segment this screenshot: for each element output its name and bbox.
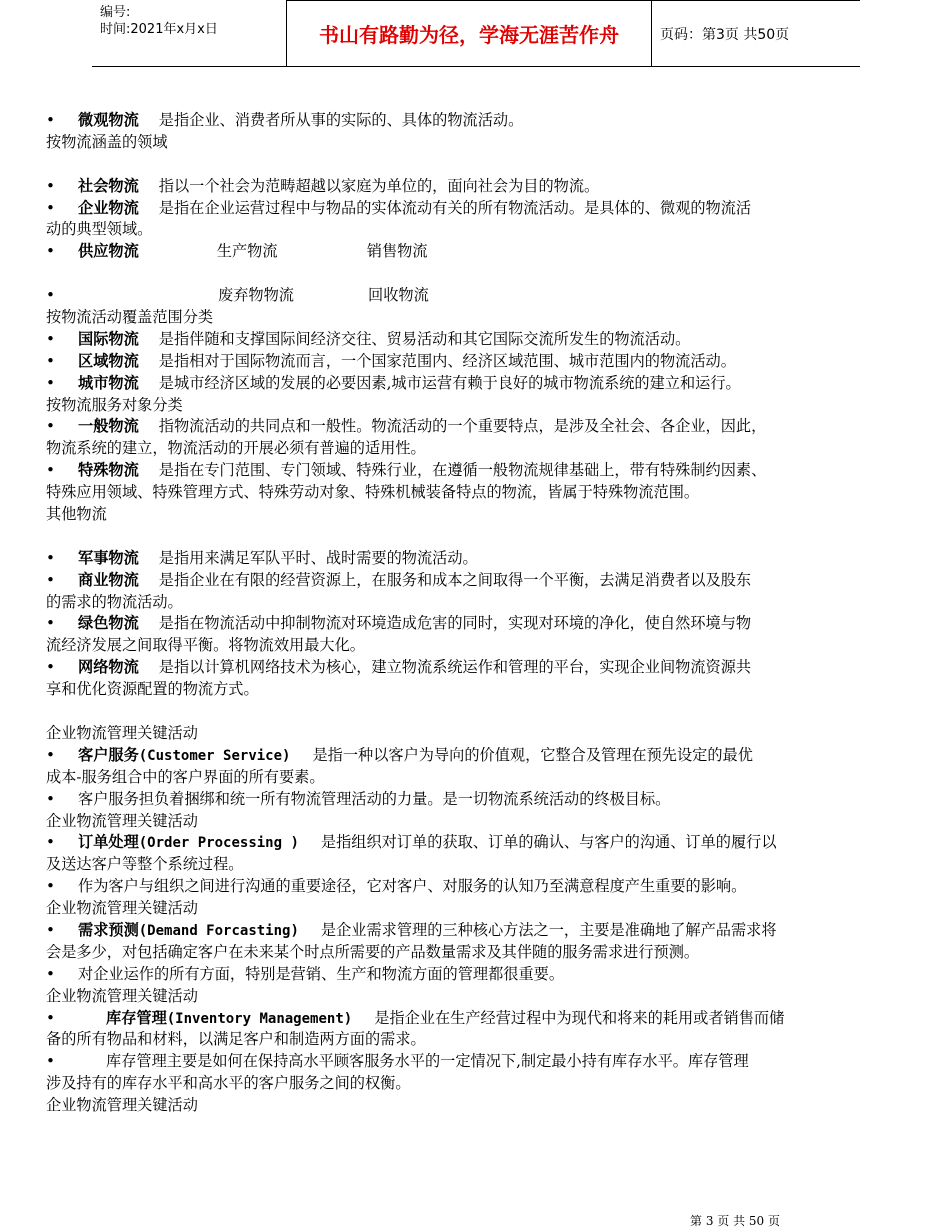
- term-label: 国际物流: [78, 329, 139, 348]
- paragraph-line: [46, 1073, 906, 1095]
- term-english: (Order Processing ): [138, 835, 299, 852]
- bullet-item: [46, 1051, 906, 1073]
- bullet-icon: •: [46, 198, 55, 217]
- line-text: 按物流活动覆盖范围分类: [46, 308, 214, 327]
- paragraph-line: [46, 438, 906, 460]
- line-text: 及送达客户等整个系统过程。: [46, 855, 244, 874]
- paragraph-line: [46, 1029, 906, 1051]
- header-motto: 书山有路勤为径，学海无涯苦作舟: [286, 0, 652, 66]
- term-label: 商业物流: [78, 570, 139, 589]
- paragraph-line: [46, 723, 906, 745]
- bullet-item: [46, 832, 906, 854]
- definition-text: 是指在企业运营过程中与物品的实体流动有关的所有物流活动。是具体的、微观的物流活: [158, 198, 752, 217]
- header-meta: [92, 0, 286, 66]
- column-item: 回收物流: [368, 286, 429, 305]
- line-text: 动的典型领域。: [46, 220, 153, 239]
- line-text: 企业物流管理关键活动: [46, 899, 198, 918]
- paragraph-line: [46, 635, 906, 657]
- term-label: 区域物流: [78, 351, 139, 370]
- blank-line: [46, 263, 906, 285]
- column-item: 销售物流: [366, 242, 428, 261]
- term-label: 网络物流: [78, 658, 139, 677]
- term-label: 绿色物流: [78, 614, 139, 633]
- line-text: 客户服务担负着捆绑和统一所有物流管理活动的力量。是一切物流系统活动的终极目标。: [78, 789, 671, 808]
- bullet-item: [46, 789, 906, 811]
- bullet-item: [46, 570, 906, 592]
- paragraph-line: [46, 504, 906, 526]
- term-label: 企业物流: [78, 198, 139, 217]
- bullet-icon: •: [46, 920, 55, 939]
- bullet-item: [46, 657, 906, 679]
- document-body: [46, 110, 906, 1117]
- line-text: 特殊应用领域、特殊管理方式、特殊劳动对象、特殊机械装备特点的物流，皆属于特殊物流范围。: [46, 483, 700, 502]
- line-text: 享和优化资源配置的物流方式。: [46, 680, 259, 699]
- bullet-icon: •: [46, 877, 55, 896]
- bullet-icon: •: [46, 745, 55, 764]
- term-label: 微观物流: [78, 111, 139, 129]
- bullet-item: [46, 876, 906, 898]
- line-text: 企业物流管理关键活动: [46, 1096, 198, 1115]
- bullet-item: [46, 548, 906, 570]
- paragraph-line: [46, 942, 906, 964]
- definition-text: 是城市经济区域的发展的必要因素,城市运营有赖于良好的城市物流系统的建立和运行。: [158, 373, 741, 392]
- bullet-icon: •: [46, 964, 55, 983]
- bullet-item: [46, 329, 906, 351]
- number-label: 编号:: [100, 5, 131, 20]
- definition-text: 是指企业在有限的经营资源上，在服务和成本之间取得一个平衡，去满足消费者以及股东: [158, 570, 752, 589]
- bullet-icon: •: [46, 1052, 55, 1071]
- line-text: 企业物流管理关键活动: [46, 986, 198, 1005]
- term-label: 城市物流: [78, 373, 139, 392]
- paragraph-line: [46, 592, 906, 614]
- column-item: 生产物流: [216, 242, 278, 261]
- bullet-item: [46, 964, 906, 986]
- term-label: 供应物流: [78, 242, 139, 261]
- bullet-item: [46, 920, 906, 942]
- bullet-item: [46, 110, 906, 132]
- bullet-item: [46, 373, 906, 395]
- paragraph-line: [46, 898, 906, 920]
- definition-text: 是指组织对订单的获取、订单的确认、与客户的沟通、订单的履行以: [320, 833, 777, 852]
- line-text: 成本-服务组合中的客户界面的所有要素。: [46, 767, 325, 786]
- paragraph-line: [46, 679, 906, 701]
- column-item: 废弃物物流: [218, 286, 294, 305]
- paragraph-line: [46, 132, 906, 154]
- term-label: 客户服务: [78, 745, 139, 764]
- line-text: 对企业运作的所有方面，特别是营销、生产和物流方面的管理都很重要。: [78, 964, 564, 983]
- bullet-icon: •: [46, 461, 55, 480]
- paragraph-line: [46, 811, 906, 833]
- bullet-item: [46, 285, 906, 307]
- bullet-icon: •: [46, 548, 55, 567]
- line-text: 备的所有物品和材料，以满足客户和制造两方面的需求。: [46, 1030, 426, 1049]
- definition-text: 是指相对于国际物流而言，一个国家范围内、经济区域范围、城市范围内的物流活动。: [158, 351, 736, 370]
- bullet-item: [46, 613, 906, 635]
- line-text: 按物流涵盖的领域: [46, 132, 168, 151]
- page-footer: 第 3 页 共 50 页: [690, 1214, 780, 1228]
- bullet-icon: •: [46, 614, 55, 633]
- line-text: 企业物流管理关键活动: [46, 723, 198, 742]
- line-text: 的需求的物流活动。: [46, 592, 183, 611]
- page-header: [92, 0, 860, 67]
- bullet-icon: •: [46, 658, 55, 677]
- definition-text: 是指伴随和支撑国际间经济交往、贸易活动和其它国际交流所发生的物流活动。: [158, 329, 691, 348]
- term-label: 订单处理: [78, 833, 139, 852]
- bullet-icon: •: [46, 111, 55, 129]
- line-text: 涉及持有的库存水平和高水平的客户服务之间的权衡。: [46, 1074, 411, 1093]
- paragraph-line: [46, 986, 906, 1008]
- bullet-item: [46, 460, 906, 482]
- bullet-icon: •: [46, 351, 55, 370]
- term-label: 一般物流: [78, 417, 139, 436]
- line-text: 企业物流管理关键活动: [46, 811, 198, 830]
- bullet-icon: •: [46, 789, 55, 808]
- paragraph-line: [46, 307, 906, 329]
- definition-text: 是指在专门范围、专门领域、特殊行业，在遵循一般物流规律基础上，带有特殊制约因素、: [158, 461, 767, 480]
- definition-text: 是指一种以客户为导向的价值观，它整合及管理在预先设定的最优: [312, 745, 753, 764]
- bullet-icon: •: [46, 242, 55, 261]
- bullet-icon: •: [46, 176, 55, 195]
- paragraph-line: [46, 482, 906, 504]
- bullet-item: [46, 198, 906, 220]
- term-english: (Customer Service): [138, 747, 291, 764]
- line-text: 其他物流: [46, 505, 107, 524]
- bullet-icon: •: [46, 417, 55, 436]
- definition-text: 指以一个社会为范畴超越以家庭为单位的，面向社会为目的物流。: [158, 176, 600, 195]
- bullet-icon: •: [46, 833, 55, 852]
- term-label: 军事物流: [78, 548, 139, 567]
- bullet-icon: •: [46, 1008, 55, 1027]
- paragraph-line: [46, 854, 906, 876]
- definition-text: 是指在物流活动中抑制物流对环境造成危害的同时，实现对环境的净化，使自然环境与物: [158, 614, 752, 633]
- paragraph-line: [46, 219, 906, 241]
- line-text: 流经济发展之间取得平衡。将物流效用最大化。: [46, 636, 365, 655]
- bullet-item: [46, 416, 906, 438]
- definition-text: 是指以计算机网络技术为核心，建立物流系统运作和管理的平台，实现企业间物流资源共: [158, 658, 752, 677]
- definition-text: 是指用来满足军队平时、战时需要的物流活动。: [158, 548, 478, 567]
- paragraph-line: [46, 395, 906, 417]
- definition-text: 是指企业在生产经营过程中为现代和将来的耗用或者销售而储: [374, 1008, 785, 1027]
- line-text: 按物流服务对象分类: [46, 395, 183, 414]
- bullet-icon: •: [46, 373, 55, 392]
- bullet-item: [46, 351, 906, 373]
- blank-line: [46, 526, 906, 548]
- definition-text: 是指企业、消费者所从事的实际的、具体的物流活动。: [158, 111, 524, 129]
- paragraph-line: [46, 1095, 906, 1117]
- blank-line: [46, 701, 906, 723]
- bullet-item: [46, 241, 906, 263]
- bullet-item: [46, 176, 906, 198]
- line-text: 库存管理主要是如何在保持高水平顾客服务水平的一定情况下,制定最小持有库存水平。库存管理: [106, 1052, 749, 1071]
- line-text: 物流系统的建立，物流活动的开展必须有普遍的适用性。: [46, 439, 426, 458]
- term-label: 需求预测: [78, 920, 139, 939]
- paragraph-line: [46, 767, 906, 789]
- header-page-info: 页码：第3页 共50页: [652, 0, 860, 66]
- term-label: 社会物流: [78, 176, 139, 195]
- term-english: (Demand Forcasting): [138, 922, 299, 939]
- term-english: (Inventory Management): [166, 1010, 353, 1027]
- bullet-icon: •: [46, 570, 55, 589]
- term-label: 特殊物流: [78, 461, 139, 480]
- line-text: 会是多少，对包括确定客户在未来某个时点所需要的产品数量需求及其伴随的服务需求进行预测。: [46, 942, 700, 961]
- bullet-icon: •: [46, 329, 55, 348]
- bullet-item: [46, 1008, 906, 1030]
- line-text: 作为客户与组织之间进行沟通的重要途径，它对客户、对服务的认知乃至满意程度产生重要的影响。: [78, 877, 747, 896]
- time-label: 时间:2021年x月x日: [100, 22, 218, 37]
- definition-text: 指物流活动的共同点和一般性。物流活动的一个重要特点，是涉及全社会、各企业，因此，: [158, 417, 767, 436]
- definition-text: 是企业需求管理的三种核心方法之一，主要是准确地了解产品需求将: [320, 920, 777, 939]
- term-label: 库存管理: [106, 1008, 167, 1027]
- blank-line: [46, 154, 906, 176]
- bullet-icon: •: [46, 286, 55, 305]
- bullet-item: [46, 745, 906, 767]
